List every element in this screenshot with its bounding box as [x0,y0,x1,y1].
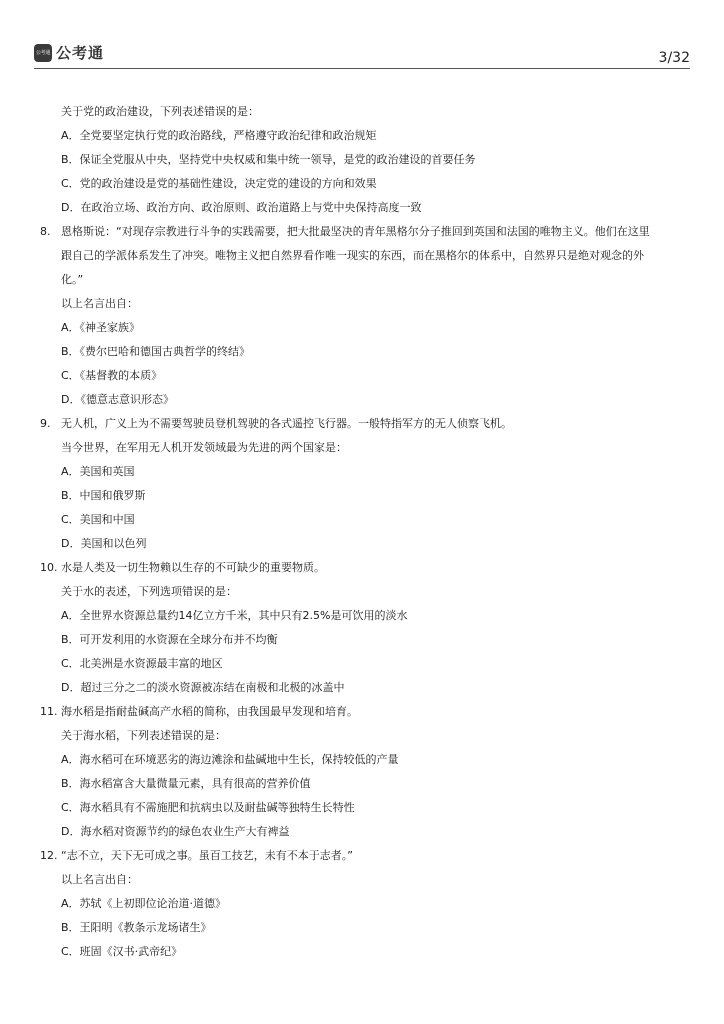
question-11 [0,700,724,724]
option-b: B．《费尔巴哈和德国古典哲学的终结》 [61,345,251,358]
logo [34,42,104,63]
question-stem: 海水稻是指耐盐碱高产水稻的简称，由我国最早发现和培育。 [61,705,358,718]
option-b: B．海水稻富含大量微量元素，具有很高的营养价值 [61,777,311,790]
question-stem: “志不立，天下无可成之事。虽百工技艺，未有不本于志者。” [61,849,353,862]
option-d: D．海水稻对资源节约的绿色农业生产大有裨益 [61,825,290,838]
question-prompt: 关于海水稻，下列表述错误的是： [61,729,226,742]
question-9 [0,412,724,436]
question-stem: 恩格斯说：“对现存宗教进行斗争的实践需要，把大批最坚决的青年黑格尔分子推回到英国和法国的唯物主义。他们在这里 [61,225,650,238]
question-stem: 无人机，广义上为不需要驾驶员登机驾驶的各式遥控飞行器。一般特指军方的无人侦察飞机。 [61,417,512,430]
option-d: D．超过三分之二的淡水资源被冻结在南极和北极的冰盖中 [61,681,345,694]
option-b: B．王阳明《教条示龙场诸生》 [61,921,212,934]
option-c: C．美国和中国 [61,513,135,526]
logo-badge-icon: 公考通 [34,44,52,62]
question-stem: 水是人类及一切生物赖以生存的不可缺少的重要物质。 [61,561,325,574]
logo-text: 公考通 [56,44,105,62]
question-10 [0,556,724,580]
option-c: C．海水稻具有不需施肥和抗病虫以及耐盐碱等独特生长特性 [61,801,355,814]
question-12 [0,844,724,868]
page-number: 3/32 [658,50,690,66]
option-d: D．美国和以色列 [61,537,147,550]
option-a: A．全世界水资源总量约14亿立方千米，其中只有2.5%是可饮用的淡水 [61,609,408,622]
question-stem-line: 化。” [61,273,84,286]
option-c: C．党的政治建设是党的基础性建设，决定党的建设的方向和效果 [61,177,377,190]
question-number: 11. [40,705,58,718]
option-a: A．苏轼《上初即位论治道·道德》 [61,897,227,910]
question-number: 8. [40,225,51,238]
question-number: 12. [40,849,58,862]
question-prompt: 关于水的表述，下列选项错误的是： [61,585,237,598]
question-number: 10. [40,561,58,574]
option-a: A．海水稻可在环境恶劣的海边滩涂和盐碱地中生长，保持较低的产量 [61,753,399,766]
question-prompt: 以上名言出自： [61,873,138,886]
option-a: A．全党要坚定执行党的政治路线，严格遵守政治纪律和政治规矩 [61,129,377,142]
option-b: B．中国和俄罗斯 [61,489,146,502]
option-a: A．美国和英国 [61,465,135,478]
option-b: B．可开发利用的水资源在全球分布并不均衡 [61,633,278,646]
question-8 [0,220,724,244]
option-c: C．《基督教的本质》 [61,369,163,382]
option-d: D．《德意志意识形态》 [61,393,174,406]
option-a: A．《神圣家族》 [61,321,141,334]
document-body [0,100,724,964]
option-d: D．在政治立场、政治方向、政治原则、政治道路上与党中央保持高度一致 [61,201,422,214]
option-c: C．班固《汉书·武帝纪》 [61,945,183,958]
option-c: C．北美洲是水资源最丰富的地区 [61,657,223,670]
question-number: 9. [40,417,51,430]
question-prompt: 关于党的政治建设，下列表述错误的是： [61,105,259,118]
question-prompt: 以上名言出自： [61,297,138,310]
question-stem-line: 跟自己的学派体系发生了冲突。唯物主义把自然界看作唯一现实的东西，而在黑格尔的体系中，自然界只是绝对观念的外 [61,249,644,262]
question-prompt: 当今世界，在军用无人机开发领域最为先进的两个国家是： [61,441,347,454]
page-header [34,42,690,69]
option-b: B．保证全党服从中央，坚持党中央权威和集中统一领导，是党的政治建设的首要任务 [61,153,476,166]
